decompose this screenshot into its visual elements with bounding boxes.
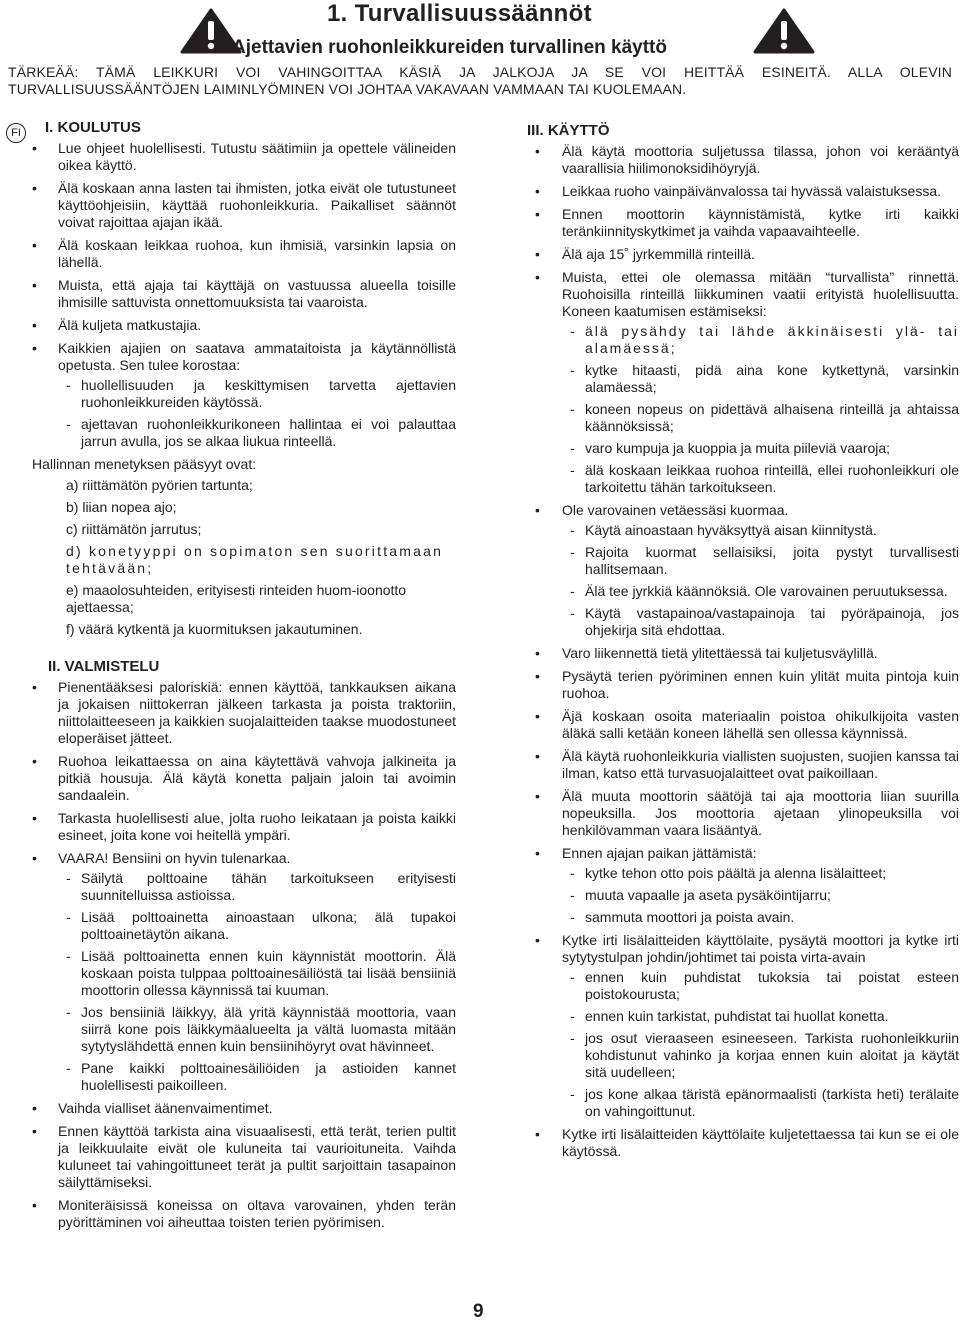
left-column: [32, 119, 456, 1237]
language-badge: FI: [6, 123, 26, 143]
cause-item: b) liian nopea ajo;: [66, 499, 177, 515]
preparation-list: [32, 679, 456, 1231]
sub-list: [562, 969, 959, 1120]
bullet: •: [32, 237, 37, 253]
list-item: • Ole varovainen vetäessäsi kuormaa. - Käytä ainoastaan hyväksyttyä aisan kiinnitystä. - Rajoita kuormat sellaisiksi, joita pystyt turvallisesti hallitsemaan. - Älä tee jyrkkiä käännöksiä. Ole varovainen peruutuksessa. - Käytä vastapainoa/vastapainoja tai pyöräpainoja, jos ohjekirja sitä ehdottaa.: [535, 502, 959, 638]
sub-list-item: - kytke hitaasti, pidä aina kone kytkettynä, varsinkin alamäessä;: [570, 362, 959, 395]
cause-item: f) väärä kytkentä ja kuormituksen jakautuminen.: [66, 621, 363, 637]
sub-list-item: - ajettavan ruohonleikkurikoneen hallintaa ei voi palauttaa jarrun avulla, jos se alkaa liukua rinteellä.: [66, 416, 456, 449]
sub-list-item: - ennen kuin puhdistat tukoksia tai poistat esteen poistokourusta;: [570, 969, 959, 1002]
sub-list-item: - varo kumpuja ja kuoppia ja muita piileviä vaaroja;: [570, 440, 891, 456]
sub-list-item: - koneen nopeus on pidettävä alhaisena rinteillä ja ahtaissa käännöksissä;: [570, 401, 959, 434]
list-item: • Älä aja 15˚ jyrkemmillä rinteillä.: [535, 246, 755, 262]
sub-list-item: - jos osut vieraaseen esineeseen. Tarkista ruohonleikkuriin kohdistunut vahinko ja korjaa ennen kuin aloitat ja käytät sitä uudelleen;: [570, 1030, 959, 1080]
sub-list-item: - älä koskaan leikkaa ruohoa rinteillä, ellei ruohonleikkuri ole tarkoitettu tähän tarkoitukseen.: [570, 462, 959, 495]
list-item: • Kytke irti lisälaitteiden käyttölaite, pysäytä moottori ja kytke irti sytytystulpan johdin/johtimet tai poista virta-avain - ennen kuin puhdistat tukoksia tai poistat esteen poistokourusta; - ennen kuin tarkistat, puhdistat tai huollat konetta. - jos osut vieraaseen esineeseen. Tarkista ruohonleikkuriin kohdistunut vahinko ja korjaa ennen kuin aloitat ja käytät sitä uudelleen; - jos kone alkaa täristä epänormaalisti (tarkista heti) terälaite on vahingoittunut.: [535, 932, 959, 1119]
sub-list: [562, 865, 959, 926]
section-title-training: I. KOULUTUS: [45, 119, 141, 136]
page-subtitle: Ajettavien ruohonleikkureiden turvallinen käyttö: [232, 37, 667, 58]
sub-list-item: - Säilytä polttoaine tähän tarkoitukseen erityisesti suunnitelluissa astioissa.: [66, 870, 456, 903]
section-title-operation: III. KÄYTTÖ: [527, 122, 610, 139]
section-title-preparation: II. VALMISTELU: [48, 658, 160, 675]
list-item: • Älä kuljeta matkustajia.: [32, 317, 202, 333]
sub-list-item: - Rajoita kuormat sellaisiksi, joita pystyt turvallisesti hallitsemaan.: [570, 544, 959, 577]
sub-list-item: - sammuta moottori ja poista avain.: [570, 909, 795, 925]
causes-intro: Hallinnan menetyksen pääsyyt ovat:: [32, 456, 257, 472]
bullet: •: [32, 340, 37, 356]
sub-list: [562, 323, 959, 496]
list-item: • Älä käytä moottoria suljetussa tilassa, johon voi kerääntyä vaarallisia hiilimonoksidihöyryjä.: [535, 143, 959, 176]
list-item: • Leikkaa ruoho vainpäivänvalossa tai hyvässä valaistuksessa.: [535, 183, 941, 199]
list-item: • Kytke irti lisälaitteiden käyttölaite kuljetettaessa tai kun se ei ole käytössä.: [535, 1126, 959, 1159]
warning-triangle-icon: [753, 8, 815, 54]
cause-item: a) riittämätön pyörien tartunta;: [66, 477, 253, 493]
causes-list: [32, 477, 456, 638]
sub-list: [58, 870, 456, 1094]
list-item: • Älä koskaan leikkaa ruohoa, kun ihmisiä, varsinkin lapsia on lähellä.: [32, 237, 456, 270]
training-list: [32, 140, 456, 450]
list-item: • Varo liikennettä tietä ylitettäessä tai kuljetusväylillä.: [535, 645, 878, 661]
list-item: • Älä koskaan anna lasten tai ihmisten, jotka eivät ole tutustuneet käyttöohjeisiin, käyttää ruohonleikkuria. Paikalliset säännöt voivat rajoittaa ajajan ikää.: [32, 180, 456, 230]
cause-item: e) maaolosuhteiden, erityisesti rinteiden huom-ioonotto ajettaessa;: [66, 582, 407, 615]
list-item: • VAARA! Bensiini on hyvin tulenarkaa. - Säilytä polttoaine tähän tarkoitukseen erityisesti suunnitelluissa astioissa. - Lisää polttoainetta ainoastaan ulkona; älä tupakoi polttoainetäytön aikana. - Lisää polttoainetta ennen kuin käynnistät moottorin. Älä koskaan poista tulppaa polttoainesäiliöstä tai lisää bensiiniä moottorin ollessa käynnissä tai kuuman. - Jos bensiiniä läikkyy, älä yritä käynnistää moottoria, vaan siirrä kone pois läikkymäalueelta ja vältä luomasta mitään sytytyslähdettä ennen kuin bensiinihöyryt ovat hävinneet. - Pane kaikki polttoainesäiliöiden ja astioiden kannet huolellisesti paikoilleen.: [32, 850, 456, 1093]
list-item: • Vaihda vialliset äänenvaimentimet.: [32, 1100, 273, 1116]
sub-list: [562, 522, 959, 639]
sub-list-item: - Käytä vastapainoa/vastapainoja tai pyöräpainoja, jos ohjekirja sitä ehdottaa.: [570, 605, 959, 638]
sub-list-item: - Älä tee jyrkkiä käännöksiä. Ole varovainen peruutuksessa.: [570, 583, 948, 599]
list-item: • Ennen moottorin käynnistämistä, kytke irti kaikki teränkiinnityskytkimet ja vaihda vapaavaihteelle.: [535, 206, 959, 239]
bullet: •: [32, 140, 37, 156]
page-title: 1. Turvallisuussäännöt: [327, 0, 592, 27]
list-item: • Pysäytä terien pyöriminen ennen kuin ylität muita pintoja kuin ruohoa.: [535, 668, 959, 701]
sub-list-item: - kytke tehon otto pois päältä ja alenna lisälaitteet;: [570, 865, 887, 881]
sub-list-item: - huollellisuuden ja keskittymisen tarvetta ajettavien ruohonleikkureiden käytössä.: [66, 377, 456, 410]
cause-item: d) konetyyppi on sopimaton sen suorittamaan tehtävään;: [66, 543, 444, 576]
right-column: [527, 122, 959, 1166]
list-item: • Ennen käyttöä tarkista aina visuaalisesti, että terät, terien pultit ja leikkuulaite eivät ole kuluneita tai vaurioituneita. Vaihda kuluneet tai vahingoittuneet terät ja pultit sarjoittain tasapainon säilyttämiseksi.: [32, 1123, 456, 1190]
list-item: • Pienentääksesi paloriskiä: ennen käyttöä, tankkauksen aikana ja jokaisen niittokerran jälkeen tarkasta ja poista traktoriin, niittolaitteeseen ja kaikkien suojalaitteiden taakse muodostuneet eloperäiset jätteet.: [32, 679, 456, 746]
sub-list-item: - Käytä ainoastaan hyväksyttyä aisan kiinnitystä.: [570, 522, 877, 538]
sub-list-item: - muuta vapaalle ja aseta pysäköintijarru;: [570, 887, 831, 903]
important-warning: TÄRKEÄÄ: TÄMÄ LEIKKURI VOI VAHINGOITTAA KÄSIÄ JA JALKOJA JA SE VOI HEITTÄÄ ESINEITÄ. ALLA OLEVIN TURVALLISUUSSÄÄNTÖJEN LAIMINLYÖMINEN VOI JOHTAA VAKAVAAN VAMMAAN TAI KUOLEMAAN.: [8, 64, 952, 97]
list-item: • Älä muuta moottorin säätöjä tai aja moottoria liian suurilla nopeuksilla. Jos moottoria ajetaan ylinopeuksilla voi henkilövamman vaara lisääntyä.: [535, 788, 959, 838]
sub-list-item: - Jos bensiiniä läikkyy, älä yritä käynnistää moottoria, vaan siirrä kone pois läikkymäalueelta ja vältä luomasta mitään sytytyslähdettä ennen kuin bensiinihöyryt ovat hävinneet.: [66, 1004, 456, 1054]
list-item: • Ruohoa leikattaessa on aina käytettävä vahvoja jalkineita ja pitkiä housuja. Älä käytä konetta paljain jaloin tai avoimin sandaalein.: [32, 753, 456, 803]
sub-list-item: - Lisää polttoainetta ennen kuin käynnistät moottorin. Älä koskaan poista tulppaa polttoainesäiliöstä tai lisää bensiiniä moottorin ollessa käynnissä tai kuuman.: [66, 948, 456, 998]
sub-list-item: - ennen kuin tarkistat, puhdistat tai huollat konetta.: [570, 1008, 889, 1024]
list-item: • Äjä koskaan osoita materiaalin poistoa ohikulkijoita vasten äläkä salli ketään koneen lähellä sen ollessa käynnissä.: [535, 708, 959, 741]
list-item: • Moniteräisissä koneissa on oltava varovainen, yhden terän pyörittäminen voi aiheuttaa toisten terien pyörimisen.: [32, 1197, 456, 1230]
bullet: •: [32, 317, 37, 333]
bullet: •: [32, 277, 37, 293]
page-number: 9: [473, 1301, 484, 1322]
list-item: • Muista, ettei ole olemassa mitään “turvallista” rinnettä. Ruohoisilla rinteillä liikkuminen vaatii erityistä huolellisuutta. Koneen kaatumisen estämiseksi: - älä pysähdy tai lähde äkkinäisesti ylä- tai alamäessä; - kytke hitaasti, pidä aina kone kytkettynä, varsinkin alamäessä; - koneen nopeus on pidettävä alhaisena rinteillä ja ahtaissa käännöksissä; - varo kumpuja ja kuoppia ja muita piileviä vaaroja; - älä koskaan leikkaa ruohoa rinteillä, ellei ruohonleikkuri ole tarkoitettu tähän tarkoitukseen.: [535, 269, 959, 495]
sub-list-item: - Pane kaikki polttoainesäiliöiden ja astioiden kannet huolellisesti paikoilleen.: [66, 1060, 456, 1093]
sub-list-item: - Lisää polttoainetta ainoastaan ulkona; älä tupakoi polttoainetäytön aikana.: [66, 909, 456, 942]
list-item: • Kaikkien ajajien on saatava ammataitoista ja käytännöllistä opetusta. Sen tulee korostaa: - huollellisuuden ja keskittymisen tarvetta ajettavien ruohonleikkureiden käytössä. - ajettavan ruohonleikkurikoneen hallintaa ei voi palauttaa jarrun avulla, jos se alkaa liukua rinteellä.: [32, 340, 456, 449]
sub-list: [58, 377, 456, 450]
sub-list-item: - älä pysähdy tai lähde äkkinäisesti ylä- tai alamäessä;: [570, 323, 959, 356]
cause-item: c) riittämätön jarrutus;: [66, 521, 202, 537]
bullet: •: [32, 180, 37, 196]
list-item: • Tarkasta huolellisesti alue, jolta ruoho leikataan ja poista kaikki esineet, joita kone voi heitellä ympäri.: [32, 810, 456, 843]
list-item: • Ennen ajajan paikan jättämistä: - kytke tehon otto pois päältä ja alenna lisälaitteet; - muuta vapaalle ja aseta pysäköintijarru; - sammuta moottori ja poista avain.: [527, 845, 959, 926]
list-item: • Muista, että ajaja tai käyttäjä on vastuussa alueella toisille ihmisille sattuvista onnettomuuksista tai vaaroista.: [32, 277, 456, 310]
sub-list-item: - jos kone alkaa täristä epänormaalisti (tarkista heti) terälaite on vahingoittunut.: [570, 1086, 959, 1119]
list-item: • Älä käytä ruohonleikkuria viallisten suojusten, suojien kanssa tai ilman, katso että turvasuojalaitteet ovat paikoillaan.: [535, 748, 959, 781]
list-item: • Lue ohjeet huolellisesti. Tutustu säätimiin ja opettele välineiden oikea käyttö.: [32, 140, 456, 173]
operation-list: [527, 143, 959, 1160]
